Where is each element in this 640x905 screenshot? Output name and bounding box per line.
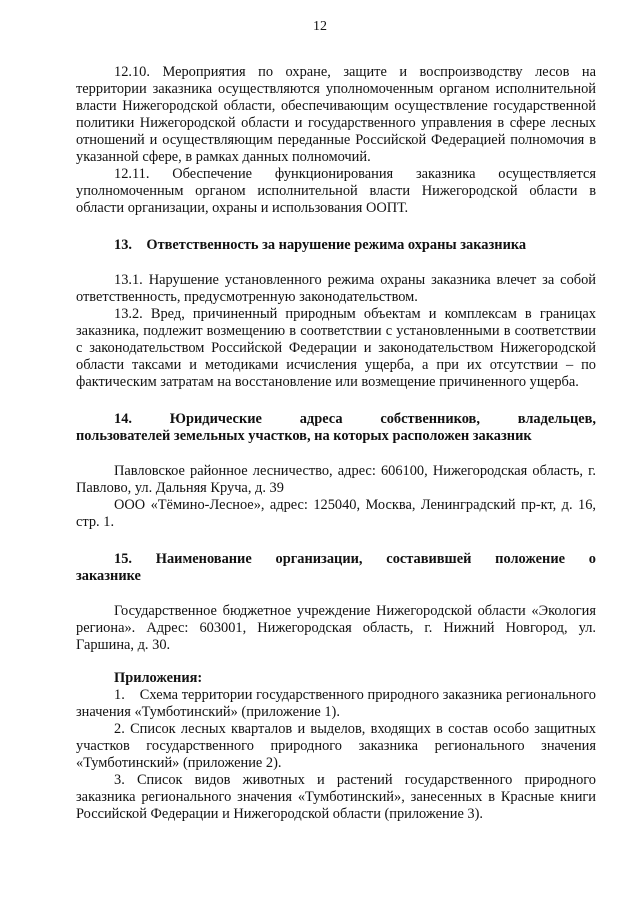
appendix-item-3: 3. Список видов животных и растений государственного природного заказника регионального значения «Тумботинский», занесенных в Красные книги Российской Федерации и Нижегородской области (приложение 3). bbox=[76, 772, 596, 822]
page-number: 12 bbox=[313, 19, 327, 34]
heading-section-14-line2: пользователей земельных участков, на которых расположен заказник bbox=[76, 428, 532, 444]
paragraph-13-2: 13.2. Вред, причиненный природным объектам и комплексам в границах заказника, подлежит возмещению в соответствии с установленными в соответствии с законодательством Российской Федерации и законодательством Нижегородской области таксами и методиками исчисления ущерба, а при их отсутствии – по фактическим затратам на восстановление или возмещение причиненного ущерба. bbox=[76, 306, 596, 390]
appendix-title: Приложения: bbox=[114, 670, 203, 686]
appendix-item-1: 1. Схема территории государственного природного заказника регионального значения «Тумботинский» (приложение 1). bbox=[76, 687, 600, 720]
address-pavlovo-forestry: Павловское районное лесничество, адрес: 606100, Нижегородская область, г. Павлово, ул. Дальняя Круча, д. 39 bbox=[76, 463, 596, 496]
paragraph-13-1: 13.1. Нарушение установленного режима охраны заказника влечет за собой ответственность, предусмотренную законодательством. bbox=[76, 272, 596, 305]
heading-section-14-line1: 14. Юридические адреса собственников, владельцев, bbox=[114, 411, 596, 427]
heading-section-15-line2: заказнике bbox=[76, 568, 141, 584]
document-body bbox=[76, 64, 600, 823]
paragraph-12-10: 12.10. Мероприятия по охране, защите и воспроизводству лесов на территории заказника осуществляются уполномоченным органом исполнительной власти Нижегородской области, обеспечивающим осуществление государственной политики Нижегородской области и государственного управления в сфере лесных отношений и осуществляющим переданные Российской Федерацией полномочия в указанной сфере, в рамках данных полномочий. bbox=[76, 64, 596, 165]
address-temino-lesnoe: ООО «Тёмино-Лесное», адрес: 125040, Москва, Ленинградский пр-кт, д. 16, стр. 1. bbox=[76, 497, 596, 530]
heading-section-13: 13. Ответственность за нарушение режима охраны заказника bbox=[114, 237, 527, 253]
organization-info: Государственное бюджетное учреждение Нижегородской области «Экология региона». Адрес: 603001, Нижегородская область, г. Нижний Новгород, ул. Гаршина, д. 30. bbox=[76, 603, 596, 653]
paragraph-12-11: 12.11. Обеспечение функционирования заказника осуществляется уполномоченным органом исполнительной власти Нижегородской области в области организации, охраны и использования ООПТ. bbox=[76, 166, 596, 216]
heading-section-15-line1: 15. Наименование организации, составившей положение о bbox=[114, 551, 596, 567]
appendix-item-2: 2. Список лесных кварталов и выделов, входящих в состав особо защитных участков государственного природного заказника регионального значения «Тумботинский» (приложение 2). bbox=[76, 721, 596, 771]
